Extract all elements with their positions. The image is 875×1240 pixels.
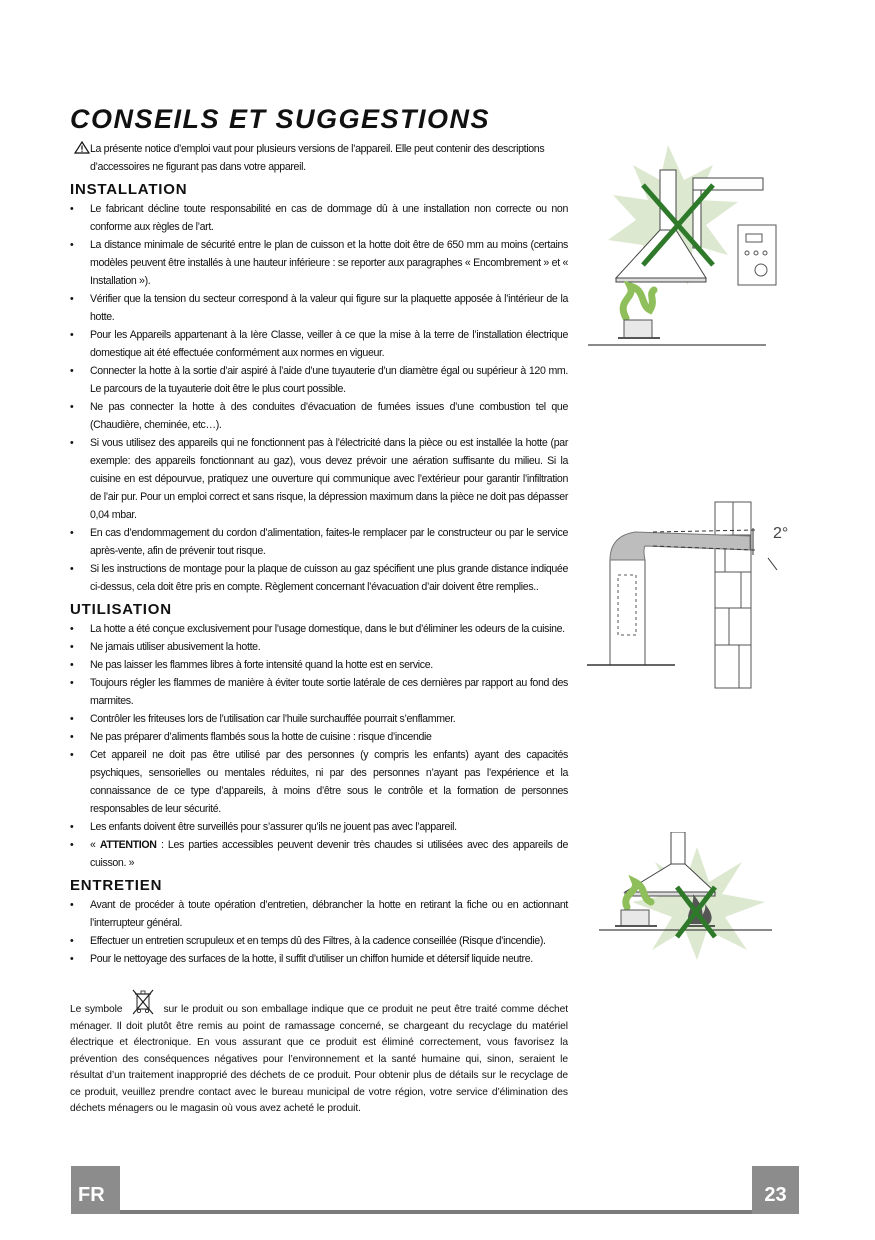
heading-utilisation: UTILISATION bbox=[70, 601, 172, 618]
main-text bbox=[70, 140, 568, 968]
heading-entretien: ENTRETIEN bbox=[70, 877, 163, 894]
page-title: CONSEILS ET SUGGESTIONS bbox=[70, 104, 491, 134]
duct-slope-illustration bbox=[585, 500, 795, 695]
installation-list bbox=[70, 200, 568, 596]
recycle-text-before: Le symbole bbox=[70, 1004, 123, 1015]
warning-triangle-icon bbox=[74, 141, 90, 154]
footer-rule bbox=[71, 1210, 799, 1214]
recycling-note bbox=[70, 988, 568, 1118]
warning-text: La présente notice d’emploi vaut pour plusieurs versions de l’appareil. Elle peut contenir des descriptions d’accessoires ne figurant pas dans votre appareil. bbox=[90, 143, 545, 173]
utilisation-list bbox=[70, 620, 568, 872]
list-item: • Les enfants doivent être surveillés pour s’assurer qu’ils ne jouent pas avec l’appareil. bbox=[70, 818, 568, 836]
language-badge: FR bbox=[71, 1166, 120, 1214]
list-item: • Si les instructions de montage pour la plaque de cuisson au gaz spécifient une plus grande distance indiquée ci-dessus, cela doit être pris en compte. Règlement concernant l’évacuation d’air doivent être remplies.. bbox=[70, 560, 568, 596]
attention-label: ATTENTION bbox=[99, 839, 157, 851]
attention-item bbox=[70, 836, 568, 872]
list-item: • Ne pas préparer d’aliments flambés sous la hotte de cuisine : risque d’incendie bbox=[70, 728, 568, 746]
list-item: • En cas d’endommagement du cordon d’alimentation, faites-le remplacer par le constructeur ou par le service après-vente, afin de prévenir tout risque. bbox=[70, 524, 568, 560]
list-item: • Si vous utilisez des appareils qui ne fonctionnent pas à l’électricité dans la pièce ou est installée la hotte (par exemple: des appareils fonctionnant au gaz), vous devez prévoir une aération suffisante du milieu. Si la cuisine en est dépourvue, pratiquez une ouverture qui communique avec l’extérieur pour garantir l’infiltration de l’air pur. Pour un emploi correct et sans risque, la dépression maximum dans la pièce ne doit pas dépasser 0,04 mbar. bbox=[70, 434, 568, 524]
list-item: • Pour les Appareils appartenant à la Ière Classe, veiller à ce que la mise à la terre de l’installation électrique domestique ait été effectuée conformément aux normes en vigueur. bbox=[70, 326, 568, 362]
list-item: • Ne pas laisser les flammes libres à forte intensité quand la hotte est en service. bbox=[70, 656, 568, 674]
page-number: 23 bbox=[752, 1166, 799, 1214]
list-item: • La hotte a été conçue exclusivement pour l’usage domestique, dans le but d’éliminer les odeurs de la cuisine. bbox=[70, 620, 568, 638]
slope-angle-label: 2° bbox=[773, 525, 789, 542]
list-item: • Le fabricant décline toute responsabilité en cas de dommage dû à une installation non correcte ou non conforme aux règles de l’art. bbox=[70, 200, 568, 236]
list-item: • Toujours régler les flammes de manière à éviter toute sortie latérale de ces dernières par rapport au fond des marmites. bbox=[70, 674, 568, 710]
list-item: • Effectuer un entretien scrupuleux et en temps dû des Filtres, à la cadence conseillée (Risque d’incendie). bbox=[70, 932, 568, 950]
list-item: • Pour le nettoyage des surfaces de la hotte, il suffit d’utiliser un chiffon humide et détersif liquide neutre. bbox=[70, 950, 568, 968]
list-item: • Vérifier que la tension du secteur correspond à la valeur qui figure sur la plaquette apposée à l’intérieur de la hotte. bbox=[70, 290, 568, 326]
list-item: • Ne pas connecter la hotte à des conduites d’évacuation de fumées issues d’une combustion tel que (Chaudière, cheminée, etc…). bbox=[70, 398, 568, 434]
footer-bar bbox=[71, 1166, 799, 1214]
heading-installation: INSTALLATION bbox=[70, 181, 188, 198]
list-item: • La distance minimale de sécurité entre le plan de cuisson et la hotte doit être de 650 mm au moins (certains modèles peuvent être installés à une hauteur inférieure : se reporter aux paragraphes « Encombrement » et « Installation »). bbox=[70, 236, 568, 290]
list-item: • Connecter la hotte à la sortie d’air aspiré à l’aide d’une tuyauterie d’un diamètre égal ou supérieur à 120 mm. Le parcours de la tuyauterie doit être le plus court possible. bbox=[70, 362, 568, 398]
list-item: • Avant de procéder à toute opération d’entretien, débrancher la hotte en retirant la fiche ou en actionnant l’interrupteur général. bbox=[70, 896, 568, 932]
crossed-bin-icon bbox=[130, 988, 156, 1016]
list-item: • Cet appareil ne doit pas être utilisé par des personnes (y compris les enfants) ayant des capacités psychiques, sensorielles ou mentales réduites, ni par des personnes n’ayant pas l’expérience et la connaissance de ce type d’appareils, à moins d’être sous le contrôle et la formation de personnes responsables de leur sécurité. bbox=[70, 746, 568, 818]
attention-open: « bbox=[90, 839, 100, 851]
attention-text: : Les parties accessibles peuvent devenir très chaudes si utilisées avec des appareils de cuisson. » bbox=[90, 839, 568, 869]
hood-installation-illustration bbox=[588, 140, 778, 350]
list-item: • Ne jamais utiliser abusivement la hotte. bbox=[70, 638, 568, 656]
warning-note bbox=[70, 140, 568, 176]
list-item: • Contrôler les friteuses lors de l’utilisation car l’huile surchauffée pourrait s’enflammer. bbox=[70, 710, 568, 728]
entretien-list bbox=[70, 896, 568, 968]
recycle-text-after: sur le produit ou son emballage indique que ce produit ne peut être traité comme déchet ménager. Il doit plutôt être remis au point de ramassage concerné, se chargeant du recyclage du matériel électrique et électronique. En vous assurant que ce produit est éliminé correctement, vous favorisez la prévention des conséquences négatives pour l’environnement et la santé humaine qui, sinon, seraient le résultat d’un traitement inapproprié des déchets de ce produit. Pour obtenir plus de détails sur le recyclage de ce produit, veuillez prendre contact avec le bureau municipal de votre région, votre service d’élimination des déchets ménagers ou le magasin où vous avez acheté le produit. bbox=[70, 1004, 569, 1114]
flames-warning-illustration bbox=[597, 832, 777, 962]
